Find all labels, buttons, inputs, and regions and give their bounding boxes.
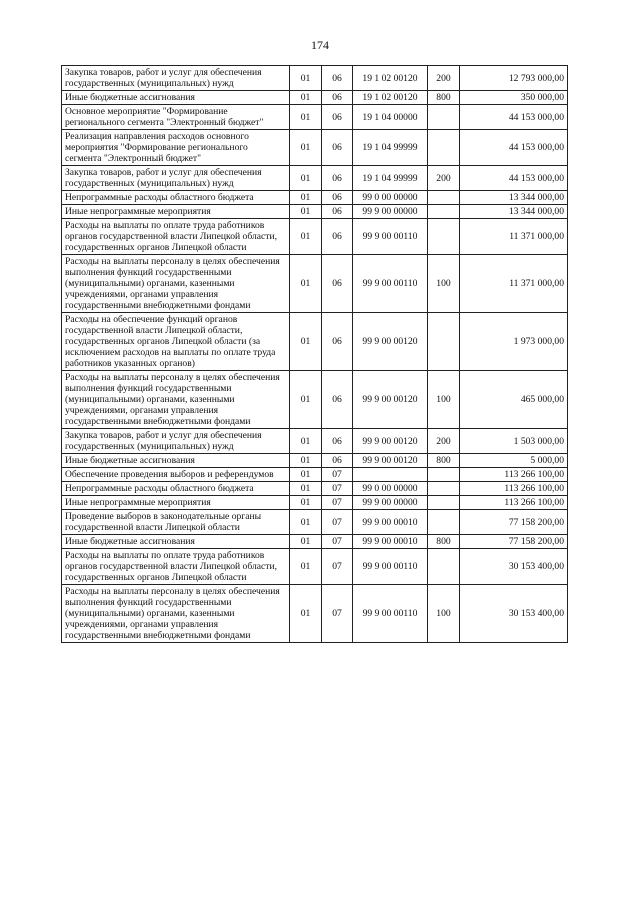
row-expense-kind: 200 <box>428 429 460 454</box>
row-target-code: 99 0 00 00000 <box>353 482 428 496</box>
table-row <box>62 429 568 454</box>
row-amount: 11 371 000,00 <box>460 219 568 255</box>
row-section: 01 <box>290 468 322 482</box>
row-expense-kind: 100 <box>428 585 460 643</box>
budget-table <box>61 65 568 643</box>
row-name: Расходы на выплаты персоналу в целях обеспечения выполнения функций государственными (муниципальными) органами, казенными учреждениями, органами управления государственными внебюджетными фондами <box>62 371 290 429</box>
row-subsection: 06 <box>322 219 353 255</box>
table-row <box>62 166 568 191</box>
row-target-code: 19 1 04 00000 <box>353 105 428 130</box>
table-row <box>62 468 568 482</box>
row-name: Реализация направления расходов основного мероприятия "Формирование регионального сегмента "Электронный бюджет" <box>62 130 290 166</box>
row-subsection: 07 <box>322 468 353 482</box>
row-section: 01 <box>290 496 322 510</box>
row-subsection: 06 <box>322 205 353 219</box>
row-target-code <box>353 468 428 482</box>
row-name: Иные бюджетные ассигнования <box>62 91 290 105</box>
row-section: 01 <box>290 429 322 454</box>
row-target-code: 99 9 00 00120 <box>353 429 428 454</box>
row-name: Непрограммные расходы областного бюджета <box>62 191 290 205</box>
row-section: 01 <box>290 313 322 371</box>
row-amount: 5 000,00 <box>460 454 568 468</box>
table-row <box>62 191 568 205</box>
row-subsection: 06 <box>322 313 353 371</box>
row-target-code: 99 9 00 00110 <box>353 255 428 313</box>
row-expense-kind: 800 <box>428 535 460 549</box>
row-expense-kind <box>428 191 460 205</box>
row-subsection: 06 <box>322 166 353 191</box>
row-target-code: 99 9 00 00120 <box>353 454 428 468</box>
row-section: 01 <box>290 105 322 130</box>
row-subsection: 06 <box>322 91 353 105</box>
table-row <box>62 454 568 468</box>
row-subsection: 07 <box>322 510 353 535</box>
row-subsection: 07 <box>322 535 353 549</box>
row-target-code: 19 1 04 99999 <box>353 130 428 166</box>
table-row <box>62 130 568 166</box>
row-name: Иные непрограммные мероприятия <box>62 205 290 219</box>
table-row <box>62 585 568 643</box>
row-target-code: 19 1 02 00120 <box>353 91 428 105</box>
row-amount: 30 153 400,00 <box>460 585 568 643</box>
row-name: Закупка товаров, работ и услуг для обеспечения государственных (муниципальных) нужд <box>62 66 290 91</box>
row-amount: 1 503 000,00 <box>460 429 568 454</box>
row-target-code: 99 0 00 00000 <box>353 191 428 205</box>
row-name: Проведение выборов в законодательные органы государственной власти Липецкой области <box>62 510 290 535</box>
row-section: 01 <box>290 585 322 643</box>
row-target-code: 99 9 00 00010 <box>353 510 428 535</box>
row-name: Расходы на обеспечение функций органов государственной власти Липецкой области, государственных органов Липецкой области (за исключением расходов на выплаты по оплате труда работников указанных органов) <box>62 313 290 371</box>
row-target-code: 99 9 00 00000 <box>353 205 428 219</box>
row-target-code: 99 9 00 00010 <box>353 535 428 549</box>
row-section: 01 <box>290 535 322 549</box>
row-amount: 44 153 000,00 <box>460 130 568 166</box>
row-name: Иные непрограммные мероприятия <box>62 496 290 510</box>
row-expense-kind: 200 <box>428 66 460 91</box>
row-expense-kind: 200 <box>428 166 460 191</box>
table-row <box>62 91 568 105</box>
table-row <box>62 255 568 313</box>
row-amount: 465 000,00 <box>460 371 568 429</box>
row-subsection: 06 <box>322 429 353 454</box>
row-name: Расходы на выплаты по оплате труда работников органов государственной власти Липецкой области, государственных органов Липецкой области <box>62 549 290 585</box>
row-target-code: 99 9 00 00110 <box>353 585 428 643</box>
row-section: 01 <box>290 219 322 255</box>
row-amount: 44 153 000,00 <box>460 166 568 191</box>
row-amount: 12 793 000,00 <box>460 66 568 91</box>
row-section: 01 <box>290 371 322 429</box>
row-amount: 44 153 000,00 <box>460 105 568 130</box>
row-target-code: 99 9 00 00120 <box>353 371 428 429</box>
row-section: 01 <box>290 130 322 166</box>
row-name: Расходы на выплаты персоналу в целях обеспечения выполнения функций государственными (муниципальными) органами, казенными учреждениями, органами управления государственными внебюджетными фондами <box>62 585 290 643</box>
row-amount: 113 266 100,00 <box>460 482 568 496</box>
row-amount: 13 344 000,00 <box>460 191 568 205</box>
row-amount: 30 153 400,00 <box>460 549 568 585</box>
row-target-code: 19 1 04 99999 <box>353 166 428 191</box>
row-expense-kind <box>428 482 460 496</box>
table-row <box>62 510 568 535</box>
row-expense-kind: 800 <box>428 454 460 468</box>
row-amount: 11 371 000,00 <box>460 255 568 313</box>
table-row <box>62 535 568 549</box>
row-subsection: 07 <box>322 585 353 643</box>
row-expense-kind <box>428 510 460 535</box>
row-expense-kind <box>428 468 460 482</box>
row-name: Закупка товаров, работ и услуг для обеспечения государственных (муниципальных) нужд <box>62 166 290 191</box>
row-section: 01 <box>290 166 322 191</box>
row-section: 01 <box>290 91 322 105</box>
row-subsection: 07 <box>322 482 353 496</box>
row-section: 01 <box>290 482 322 496</box>
row-expense-kind <box>428 205 460 219</box>
row-section: 01 <box>290 510 322 535</box>
row-name: Иные бюджетные ассигнования <box>62 535 290 549</box>
table-row <box>62 371 568 429</box>
row-target-code: 99 9 00 00110 <box>353 219 428 255</box>
row-amount: 77 158 200,00 <box>460 535 568 549</box>
row-name: Закупка товаров, работ и услуг для обеспечения государственных (муниципальных) нужд <box>62 429 290 454</box>
table-row <box>62 66 568 91</box>
row-target-code: 99 9 00 00120 <box>353 313 428 371</box>
table-row <box>62 549 568 585</box>
row-section: 01 <box>290 454 322 468</box>
page-number: 174 <box>311 38 329 52</box>
row-subsection: 06 <box>322 130 353 166</box>
row-amount: 1 973 000,00 <box>460 313 568 371</box>
row-expense-kind <box>428 549 460 585</box>
row-subsection: 06 <box>322 371 353 429</box>
row-amount: 113 266 100,00 <box>460 468 568 482</box>
row-name: Расходы на выплаты персоналу в целях обеспечения выполнения функций государственными (муниципальными) органами, казенными учреждениями, органами управления государственными внебюджетными фондами <box>62 255 290 313</box>
row-expense-kind: 100 <box>428 371 460 429</box>
table-row <box>62 205 568 219</box>
row-section: 01 <box>290 549 322 585</box>
row-section: 01 <box>290 255 322 313</box>
row-amount: 13 344 000,00 <box>460 205 568 219</box>
row-expense-kind <box>428 313 460 371</box>
row-subsection: 06 <box>322 255 353 313</box>
row-name: Расходы на выплаты по оплате труда работников органов государственной власти Липецкой области, государственных органов Липецкой области <box>62 219 290 255</box>
table-row <box>62 105 568 130</box>
row-target-code: 99 9 00 00000 <box>353 496 428 510</box>
row-target-code: 19 1 02 00120 <box>353 66 428 91</box>
row-name: Непрограммные расходы областного бюджета <box>62 482 290 496</box>
table-row <box>62 219 568 255</box>
row-expense-kind: 100 <box>428 255 460 313</box>
row-amount: 77 158 200,00 <box>460 510 568 535</box>
row-name: Обеспечение проведения выборов и референдумов <box>62 468 290 482</box>
row-section: 01 <box>290 66 322 91</box>
row-expense-kind <box>428 496 460 510</box>
row-expense-kind <box>428 219 460 255</box>
row-name: Основное мероприятие "Формирование регионального сегмента "Электронный бюджет" <box>62 105 290 130</box>
row-subsection: 06 <box>322 454 353 468</box>
row-subsection: 07 <box>322 549 353 585</box>
row-subsection: 06 <box>322 66 353 91</box>
row-subsection: 07 <box>322 496 353 510</box>
row-expense-kind <box>428 130 460 166</box>
row-target-code: 99 9 00 00110 <box>353 549 428 585</box>
row-subsection: 06 <box>322 105 353 130</box>
row-subsection: 06 <box>322 191 353 205</box>
row-amount: 113 266 100,00 <box>460 496 568 510</box>
row-section: 01 <box>290 191 322 205</box>
table-row <box>62 482 568 496</box>
table-row <box>62 496 568 510</box>
row-amount: 350 000,00 <box>460 91 568 105</box>
row-expense-kind: 800 <box>428 91 460 105</box>
table-row <box>62 313 568 371</box>
row-section: 01 <box>290 205 322 219</box>
row-name: Иные бюджетные ассигнования <box>62 454 290 468</box>
row-expense-kind <box>428 105 460 130</box>
